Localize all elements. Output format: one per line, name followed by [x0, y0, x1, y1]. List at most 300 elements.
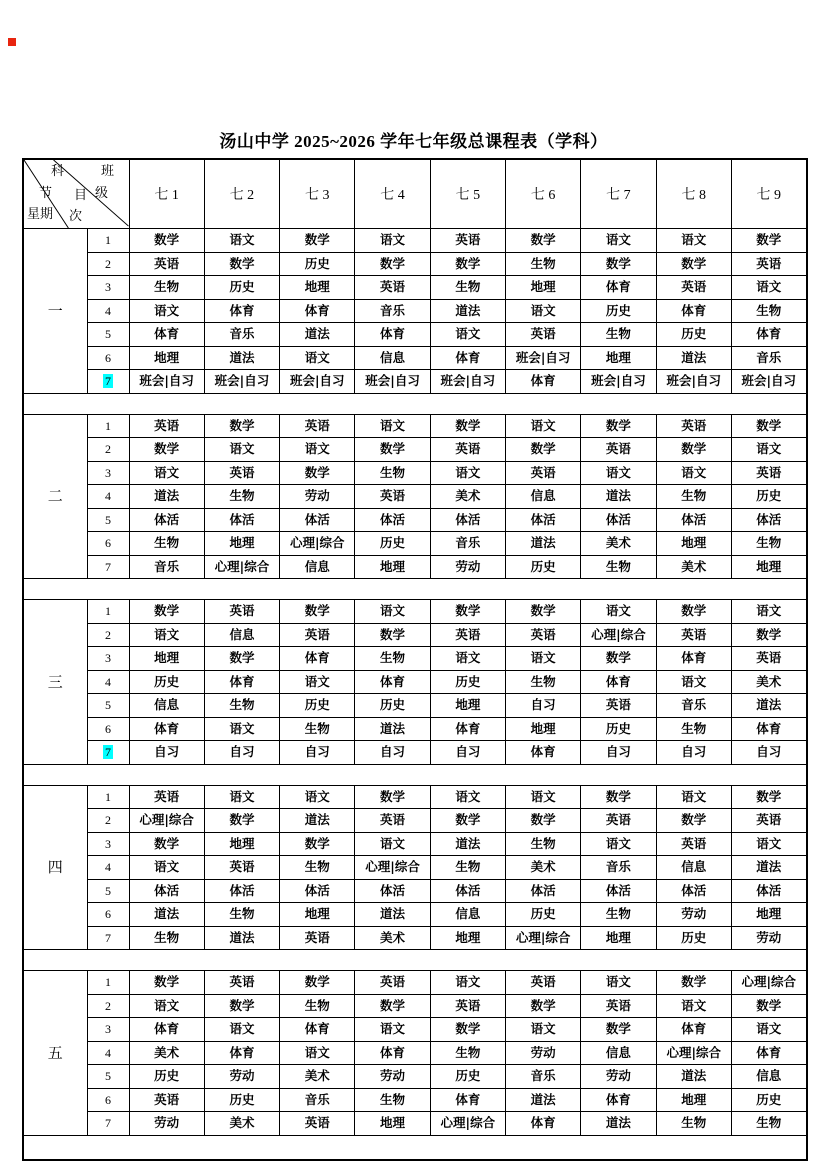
corner-label-weekday: 星期 — [27, 207, 54, 222]
subject-cell: 生物 — [355, 647, 430, 671]
period-number: 3 — [87, 1018, 129, 1042]
period-number: 1 — [87, 971, 129, 995]
subject-cell: 体育 — [656, 1018, 731, 1042]
subject-cell: 班会|自习 — [355, 370, 430, 394]
day-三-period-3-row — [23, 647, 807, 671]
subject-cell: 语文 — [430, 461, 505, 485]
subject-cell: 数学 — [581, 647, 656, 671]
subject-cell: 劳动 — [505, 1041, 580, 1065]
subject-cell: 英语 — [731, 647, 806, 671]
subject-cell: 生物 — [355, 461, 430, 485]
subject-cell: 班会|自习 — [280, 370, 355, 394]
day-五-period-2-row — [23, 994, 807, 1018]
subject-cell: 数学 — [280, 971, 355, 995]
subject-cell: 生物 — [280, 856, 355, 880]
subject-cell: 语文 — [204, 785, 279, 809]
subject-cell: 美术 — [430, 485, 505, 509]
day-一-period-5-row — [23, 323, 807, 347]
subject-cell: 数学 — [505, 809, 580, 833]
subject-cell: 自习 — [656, 741, 731, 765]
period-number: 5 — [87, 1065, 129, 1089]
subject-cell: 体育 — [581, 670, 656, 694]
subject-cell: 自习 — [355, 741, 430, 765]
subject-cell: 自习 — [129, 741, 204, 765]
subject-cell: 地理 — [280, 903, 355, 927]
subject-cell: 英语 — [731, 461, 806, 485]
subject-cell: 心理|综合 — [505, 926, 580, 950]
subject-cell: 语文 — [581, 461, 656, 485]
subject-cell: 数学 — [355, 785, 430, 809]
subject-cell: 历史 — [129, 670, 204, 694]
period-number: 3 — [87, 647, 129, 671]
subject-cell: 体活 — [430, 508, 505, 532]
period-number: 2 — [87, 438, 129, 462]
day-四-period-3-row — [23, 832, 807, 856]
subject-cell: 信息 — [430, 903, 505, 927]
subject-cell: 美术 — [280, 1065, 355, 1089]
subject-cell: 语文 — [656, 994, 731, 1018]
subject-cell: 道法 — [505, 532, 580, 556]
subject-cell: 英语 — [581, 694, 656, 718]
subject-cell: 地理 — [581, 346, 656, 370]
subject-cell: 生物 — [129, 532, 204, 556]
subject-cell: 英语 — [280, 1112, 355, 1136]
subject-cell: 音乐 — [731, 346, 806, 370]
subject-cell: 数学 — [505, 438, 580, 462]
subject-cell: 信息 — [656, 856, 731, 880]
subject-cell: 道法 — [581, 1112, 656, 1136]
subject-cell: 美术 — [656, 555, 731, 579]
class-header-7-8: 七 8 — [656, 159, 731, 229]
day-一-period-4-row — [23, 299, 807, 323]
subject-cell: 生物 — [656, 717, 731, 741]
separator-cell — [23, 950, 807, 971]
subject-cell: 地理 — [430, 926, 505, 950]
subject-cell: 心理|综合 — [129, 809, 204, 833]
subject-cell: 生物 — [129, 926, 204, 950]
period-number: 6 — [87, 903, 129, 927]
separator-row — [23, 1135, 807, 1160]
subject-cell: 自习 — [505, 694, 580, 718]
subject-cell: 生物 — [430, 276, 505, 300]
subject-cell: 体活 — [430, 879, 505, 903]
period-number — [87, 370, 129, 394]
subject-cell: 英语 — [656, 832, 731, 856]
period-number — [87, 741, 129, 765]
separator-row — [23, 950, 807, 971]
subject-cell: 数学 — [581, 1018, 656, 1042]
subject-cell: 班会|自习 — [581, 370, 656, 394]
subject-cell: 数学 — [731, 785, 806, 809]
subject-cell: 生物 — [505, 670, 580, 694]
subject-cell: 数学 — [430, 1018, 505, 1042]
subject-cell: 数学 — [280, 600, 355, 624]
day-一-period-3-row — [23, 276, 807, 300]
subject-cell: 劳动 — [430, 555, 505, 579]
subject-cell: 语文 — [430, 971, 505, 995]
subject-cell: 体活 — [204, 508, 279, 532]
subject-cell: 心理|综合 — [731, 971, 806, 995]
subject-cell: 道法 — [731, 856, 806, 880]
subject-cell: 英语 — [129, 252, 204, 276]
subject-cell: 英语 — [204, 856, 279, 880]
period-number: 3 — [87, 832, 129, 856]
subject-cell: 语文 — [280, 1041, 355, 1065]
subject-cell: 体育 — [430, 346, 505, 370]
subject-cell: 数学 — [129, 438, 204, 462]
class-header-7-4: 七 4 — [355, 159, 430, 229]
subject-cell: 语文 — [355, 600, 430, 624]
day-三-period-1-row — [23, 600, 807, 624]
subject-cell: 劳动 — [731, 926, 806, 950]
subject-cell: 语文 — [280, 670, 355, 694]
subject-cell: 美术 — [204, 1112, 279, 1136]
subject-cell: 英语 — [505, 323, 580, 347]
corner-label-period-1: 节 — [39, 186, 53, 201]
subject-cell: 语文 — [656, 670, 731, 694]
subject-cell: 数学 — [129, 600, 204, 624]
subject-cell: 美术 — [505, 856, 580, 880]
subject-cell: 道法 — [204, 346, 279, 370]
subject-cell: 体育 — [129, 323, 204, 347]
subject-cell: 语文 — [204, 717, 279, 741]
subject-cell: 语文 — [731, 438, 806, 462]
subject-cell: 班会|自习 — [731, 370, 806, 394]
subject-cell: 语文 — [355, 414, 430, 438]
subject-cell: 道法 — [280, 323, 355, 347]
subject-cell: 体育 — [129, 717, 204, 741]
subject-cell: 语文 — [581, 600, 656, 624]
subject-cell: 自习 — [204, 741, 279, 765]
subject-cell: 体育 — [355, 670, 430, 694]
subject-cell: 英语 — [505, 971, 580, 995]
subject-cell: 道法 — [656, 346, 731, 370]
subject-cell: 生物 — [280, 717, 355, 741]
day-label-二: 二 — [23, 414, 87, 579]
subject-cell: 体育 — [656, 299, 731, 323]
subject-cell: 语文 — [656, 785, 731, 809]
subject-cell: 音乐 — [204, 323, 279, 347]
subject-cell: 美术 — [731, 670, 806, 694]
subject-cell: 生物 — [731, 299, 806, 323]
subject-cell: 体育 — [505, 370, 580, 394]
separator-row — [23, 393, 807, 414]
subject-cell: 体活 — [204, 879, 279, 903]
class-header-7-1: 七 1 — [129, 159, 204, 229]
subject-cell: 自习 — [430, 741, 505, 765]
subject-cell: 英语 — [656, 276, 731, 300]
subject-cell: 英语 — [355, 971, 430, 995]
period-number: 4 — [87, 856, 129, 880]
subject-cell: 体育 — [505, 1112, 580, 1136]
subject-cell: 生物 — [656, 1112, 731, 1136]
period-number: 7 — [87, 1112, 129, 1136]
subject-cell: 道法 — [129, 485, 204, 509]
subject-cell: 班会|自习 — [505, 346, 580, 370]
period-number: 2 — [87, 809, 129, 833]
subject-cell: 历史 — [505, 555, 580, 579]
day-四-period-1-row — [23, 785, 807, 809]
subject-cell: 道法 — [355, 903, 430, 927]
subject-cell: 数学 — [280, 229, 355, 253]
subject-cell: 劳动 — [355, 1065, 430, 1089]
subject-cell: 生物 — [581, 555, 656, 579]
subject-cell: 英语 — [355, 485, 430, 509]
subject-cell: 语文 — [430, 323, 505, 347]
subject-cell: 语文 — [505, 414, 580, 438]
subject-cell: 语文 — [731, 600, 806, 624]
subject-cell: 数学 — [204, 994, 279, 1018]
subject-cell: 道法 — [656, 1065, 731, 1089]
subject-cell: 劳动 — [204, 1065, 279, 1089]
period-number: 2 — [87, 252, 129, 276]
subject-cell: 信息 — [204, 623, 279, 647]
class-header-7-6: 七 6 — [505, 159, 580, 229]
subject-cell: 信息 — [581, 1041, 656, 1065]
subject-cell: 体育 — [505, 741, 580, 765]
subject-cell: 自习 — [280, 741, 355, 765]
subject-cell: 道法 — [204, 926, 279, 950]
day-二-period-3-row — [23, 461, 807, 485]
subject-cell: 地理 — [656, 532, 731, 556]
subject-cell: 体育 — [204, 670, 279, 694]
period-number: 6 — [87, 717, 129, 741]
period-number: 2 — [87, 623, 129, 647]
subject-cell: 历史 — [280, 694, 355, 718]
subject-cell: 语文 — [505, 1018, 580, 1042]
subject-cell: 心理|综合 — [280, 532, 355, 556]
subject-cell: 语文 — [581, 971, 656, 995]
subject-cell: 英语 — [355, 809, 430, 833]
subject-cell: 历史 — [280, 252, 355, 276]
subject-cell: 体育 — [204, 1041, 279, 1065]
subject-cell: 体育 — [731, 717, 806, 741]
subject-cell: 体活 — [280, 508, 355, 532]
day-五-period-6-row — [23, 1088, 807, 1112]
subject-cell: 体活 — [581, 508, 656, 532]
subject-cell: 信息 — [505, 485, 580, 509]
day-一-period-2-row — [23, 252, 807, 276]
subject-cell: 语文 — [430, 785, 505, 809]
corner-label-class-2: 级 — [95, 186, 109, 201]
subject-cell: 体育 — [129, 1018, 204, 1042]
subject-cell: 音乐 — [129, 555, 204, 579]
subject-cell: 数学 — [280, 832, 355, 856]
subject-cell: 体育 — [731, 1041, 806, 1065]
subject-cell: 地理 — [355, 1112, 430, 1136]
subject-cell: 自习 — [731, 741, 806, 765]
subject-cell: 历史 — [505, 903, 580, 927]
subject-cell: 地理 — [731, 555, 806, 579]
subject-cell: 劳动 — [581, 1065, 656, 1089]
subject-cell: 体育 — [430, 717, 505, 741]
subject-cell: 道法 — [430, 299, 505, 323]
subject-cell: 历史 — [204, 276, 279, 300]
subject-cell: 历史 — [731, 1088, 806, 1112]
subject-cell: 数学 — [430, 252, 505, 276]
subject-cell: 语文 — [355, 1018, 430, 1042]
subject-cell: 道法 — [581, 485, 656, 509]
subject-cell: 数学 — [731, 229, 806, 253]
subject-cell: 英语 — [731, 252, 806, 276]
day-五-period-7-row — [23, 1112, 807, 1136]
subject-cell: 历史 — [430, 1065, 505, 1089]
subject-cell: 语文 — [581, 229, 656, 253]
day-二-period-2-row — [23, 438, 807, 462]
subject-cell: 道法 — [129, 903, 204, 927]
subject-cell: 历史 — [355, 532, 430, 556]
corner-label-subject-1: 科 — [51, 164, 65, 179]
subject-cell: 地理 — [656, 1088, 731, 1112]
subject-cell: 数学 — [656, 252, 731, 276]
subject-cell: 历史 — [204, 1088, 279, 1112]
subject-cell: 体育 — [581, 1088, 656, 1112]
subject-cell: 英语 — [430, 229, 505, 253]
header-row — [23, 159, 807, 229]
period-number: 3 — [87, 276, 129, 300]
subject-cell: 班会|自习 — [430, 370, 505, 394]
subject-cell: 数学 — [355, 438, 430, 462]
subject-cell: 英语 — [581, 438, 656, 462]
period-number: 5 — [87, 879, 129, 903]
subject-cell: 道法 — [430, 832, 505, 856]
subject-cell: 英语 — [656, 623, 731, 647]
subject-cell: 生物 — [505, 252, 580, 276]
day-label-五: 五 — [23, 971, 87, 1136]
period-number: 4 — [87, 670, 129, 694]
subject-cell: 音乐 — [280, 1088, 355, 1112]
separator-cell — [23, 579, 807, 600]
subject-cell: 生物 — [505, 832, 580, 856]
subject-cell: 音乐 — [430, 532, 505, 556]
subject-cell: 数学 — [355, 623, 430, 647]
subject-cell: 体活 — [731, 879, 806, 903]
day-label-三: 三 — [23, 600, 87, 765]
subject-cell: 音乐 — [656, 694, 731, 718]
subject-cell: 生物 — [430, 1041, 505, 1065]
subject-cell: 体活 — [731, 508, 806, 532]
subject-cell: 道法 — [355, 717, 430, 741]
day-三-period-7-row — [23, 741, 807, 765]
day-四-period-2-row — [23, 809, 807, 833]
subject-cell: 体活 — [355, 879, 430, 903]
subject-cell: 语文 — [355, 832, 430, 856]
subject-cell: 数学 — [129, 229, 204, 253]
period-number: 6 — [87, 1088, 129, 1112]
subject-cell: 音乐 — [355, 299, 430, 323]
subject-cell: 语文 — [129, 461, 204, 485]
subject-cell: 语文 — [505, 785, 580, 809]
subject-cell: 地理 — [355, 555, 430, 579]
subject-cell: 音乐 — [581, 856, 656, 880]
subject-cell: 班会|自习 — [129, 370, 204, 394]
subject-cell: 语文 — [731, 1018, 806, 1042]
day-五-period-4-row — [23, 1041, 807, 1065]
class-header-7-2: 七 2 — [204, 159, 279, 229]
subject-cell: 语文 — [731, 832, 806, 856]
subject-cell: 劳动 — [129, 1112, 204, 1136]
period-number: 2 — [87, 994, 129, 1018]
subject-cell: 自习 — [581, 741, 656, 765]
subject-cell: 音乐 — [505, 1065, 580, 1089]
period-number: 5 — [87, 694, 129, 718]
subject-cell: 道法 — [731, 694, 806, 718]
subject-cell: 数学 — [430, 414, 505, 438]
subject-cell: 心理|综合 — [581, 623, 656, 647]
class-header-7-7: 七 7 — [581, 159, 656, 229]
subject-cell: 历史 — [129, 1065, 204, 1089]
class-header-7-9: 七 9 — [731, 159, 806, 229]
corner-label-subject-2: 目 — [74, 188, 88, 203]
day-二-period-4-row — [23, 485, 807, 509]
period-number: 6 — [87, 346, 129, 370]
day-二-period-5-row — [23, 508, 807, 532]
subject-cell: 英语 — [129, 414, 204, 438]
subject-cell: 心理|综合 — [430, 1112, 505, 1136]
subject-cell: 生物 — [204, 903, 279, 927]
subject-cell: 道法 — [280, 809, 355, 833]
subject-cell: 体育 — [731, 323, 806, 347]
subject-cell: 体育 — [280, 1018, 355, 1042]
subject-cell: 历史 — [656, 323, 731, 347]
subject-cell: 数学 — [581, 785, 656, 809]
subject-cell: 数学 — [581, 252, 656, 276]
subject-cell: 生物 — [204, 694, 279, 718]
separator-row — [23, 579, 807, 600]
subject-cell: 生物 — [731, 532, 806, 556]
highlighted-period-number: 7 — [105, 374, 111, 388]
day-三-period-4-row — [23, 670, 807, 694]
subject-cell: 英语 — [280, 926, 355, 950]
subject-cell: 信息 — [355, 346, 430, 370]
subject-cell: 英语 — [129, 1088, 204, 1112]
subject-cell: 地理 — [204, 532, 279, 556]
subject-cell: 数学 — [204, 647, 279, 671]
subject-cell: 语文 — [505, 647, 580, 671]
subject-cell: 数学 — [280, 461, 355, 485]
day-一-period-6-row — [23, 346, 807, 370]
period-number: 7 — [87, 555, 129, 579]
subject-cell: 生物 — [430, 856, 505, 880]
subject-cell: 体活 — [129, 508, 204, 532]
subject-cell: 语文 — [129, 299, 204, 323]
subject-cell: 体育 — [204, 299, 279, 323]
subject-cell: 心理|综合 — [204, 555, 279, 579]
subject-cell: 英语 — [505, 461, 580, 485]
subject-cell: 信息 — [129, 694, 204, 718]
subject-cell: 美术 — [129, 1041, 204, 1065]
period-number: 4 — [87, 485, 129, 509]
subject-cell: 英语 — [581, 994, 656, 1018]
subject-cell: 语文 — [280, 346, 355, 370]
subject-cell: 历史 — [656, 926, 731, 950]
subject-cell: 数学 — [656, 438, 731, 462]
subject-cell: 语文 — [280, 438, 355, 462]
day-label-四: 四 — [23, 785, 87, 950]
period-number: 5 — [87, 323, 129, 347]
separator-cell — [23, 764, 807, 785]
subject-cell: 信息 — [280, 555, 355, 579]
subject-cell: 地理 — [204, 832, 279, 856]
subject-cell: 生物 — [355, 1088, 430, 1112]
period-number: 4 — [87, 1041, 129, 1065]
subject-cell: 体育 — [355, 1041, 430, 1065]
subject-cell: 班会|自习 — [204, 370, 279, 394]
subject-cell: 体活 — [129, 879, 204, 903]
subject-cell: 地理 — [430, 694, 505, 718]
subject-cell: 英语 — [505, 623, 580, 647]
subject-cell: 数学 — [505, 994, 580, 1018]
